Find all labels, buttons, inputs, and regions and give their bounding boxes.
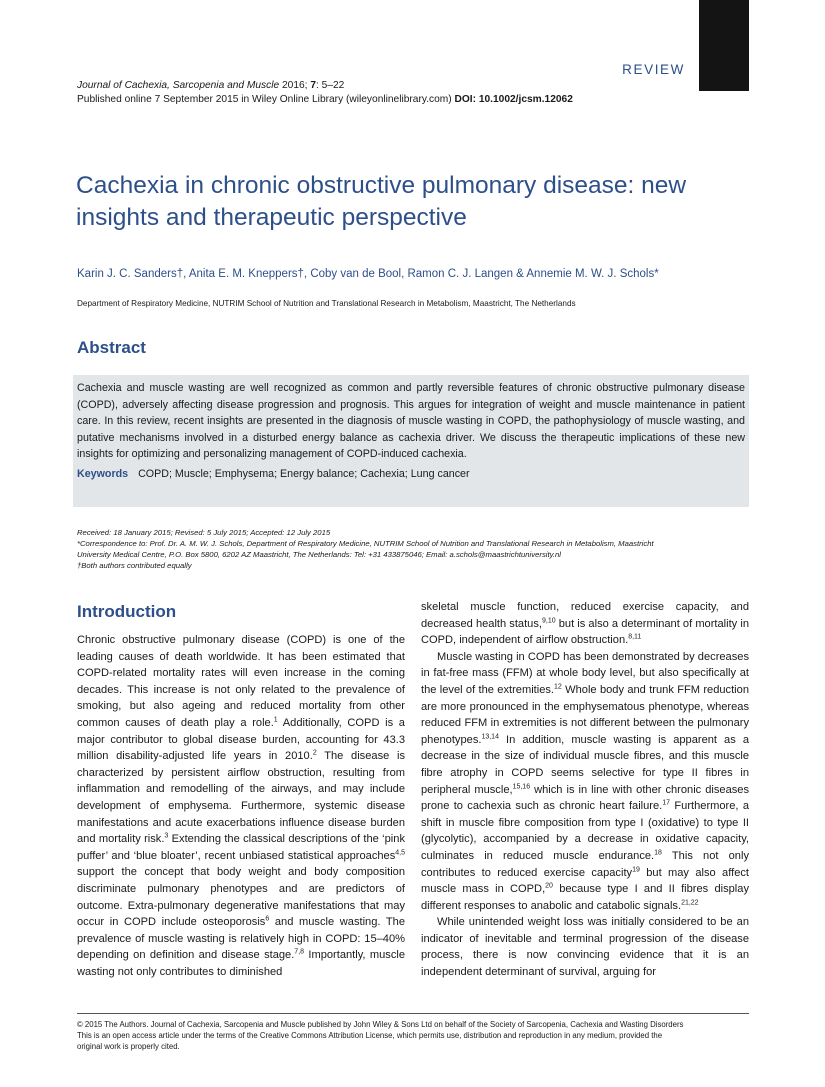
column-left xyxy=(77,632,405,980)
doi[interactable]: DOI: 10.1002/jcsm.12062 xyxy=(454,94,573,105)
abstract-text: Cachexia and muscle wasting are well recognized as common and partly reversible features of chronic obstructive pulmonary disease (COPD), adversely affecting disease progression and prognosis. This argues for integration of weight and muscle maintenance in patient care. In this review, recent insights are presented in the diagnosis of muscle wasting in COPD, the pathophysiology of muscle wasting, and putative mechanisms involved in a disturbed energy balance as cachexia driver. We discuss the therapeutic implications of these new insights for optimizing and personalizing management of COPD-induced cachexia. xyxy=(77,382,745,460)
section-label: REVIEW xyxy=(622,62,685,77)
section-color-tab xyxy=(699,0,749,91)
citation-ref[interactable]: 13,14 xyxy=(481,733,499,741)
keywords-list: COPD; Muscle; Emphysema; Energy balance; Cachexia; Lung cancer xyxy=(138,467,470,480)
correspondence-line-2: University Medical Centre, P.O. Box 5800, 6202 AZ Maastricht, The Netherlands: Tel: +31 433875046; Email: a.schols@maastrichtuniversity.nl xyxy=(77,550,562,559)
keywords-row xyxy=(77,468,745,480)
citation-ref[interactable]: 6 xyxy=(265,915,270,923)
received-dates: Received: 18 January 2015; Revised: 5 July 2015; Accepted: 12 July 2015 xyxy=(77,528,331,537)
citation-ref[interactable]: 7,8 xyxy=(294,948,305,956)
citation-ref[interactable]: 8,11 xyxy=(628,633,642,641)
article-title: Cachexia in chronic obstructive pulmonary disease: new insights and therapeutic perspective xyxy=(76,172,687,231)
citation-ref[interactable]: 2 xyxy=(312,749,317,757)
copyright-footer xyxy=(77,1019,749,1052)
keywords-label: Keywords xyxy=(77,467,129,480)
journal-year: 2016; xyxy=(279,80,311,91)
footer-line-1: © 2015 The Authors. Journal of Cachexia, Sarcopenia and Muscle published by John Wiley & Sons Ltd on behalf of the Society of Sarcopenia, Cachexia and Wasting Disorders xyxy=(77,1020,684,1029)
citation-ref[interactable]: 15,16 xyxy=(512,782,531,790)
intro-paragraph-3: While unintended weight loss was initially considered to be an indicator of inevitable and terminal progression of the disease process, there is now convincing evidence that it is an independent determinant of survival, arguing for xyxy=(421,916,749,979)
article-metadata xyxy=(77,527,749,571)
intro-paragraph-2: Muscle wasting in COPD has been demonstrated by decreases in fat-free mass (FFM) at whole body level, but also specifically at the level of the extremities.$^{12}$ Whole body and trunk FFM reduction are more pronounced in the emphysematous phenotype, whereas reduced FFM in extremities is not different between the pulmonary phenotypes.$^{13,14}$ In addition, muscle wasting is apparent as a decrease in the size of individual muscle fibres, and this muscle fibre atrophy in COPD seems selective for type II fibres in peripheral muscle,$^{15,16}$ which is in line with other chronic diseases prone to cachexia such as chronic heart failure.$^{17}$ Furthermore, a shift in muscle fibre composition from type I (oxidative) to type II (glycolytic), accompanied by a decrease in oxidative capacity, culminates in reduced muscle endurance.$^{18}$ This not only contributes to reduced exercise capacity$^{19}$ but may also affect muscle mass in COPD,$^{20}$ because type I and II fibres display different responses to anabolic and catabolic signals.$^{21,22}$ xyxy=(421,650,750,912)
citation-ref[interactable]: 1 xyxy=(273,716,278,724)
citation-ref[interactable]: 9,10 xyxy=(541,616,556,624)
citation-ref[interactable]: 21,22 xyxy=(681,899,699,906)
author-list: Karin J. C. Sanders†, Anita E. M. Kneppers†, Coby van de Bool, Ramon C. J. Langen & Annemie M. W. J. Schols* xyxy=(77,268,659,280)
citation-ref[interactable]: 20 xyxy=(545,882,553,890)
correspondence-line-1: *Correspondence to: Prof. Dr. A. M. W. J. Schols, Department of Respiratory Medicine, NUTRIM School of Nutrition and Translational Research in Metabolism, Maastricht xyxy=(77,539,654,548)
citation-ref[interactable]: 18 xyxy=(654,849,662,857)
citation-ref[interactable]: 17 xyxy=(662,799,671,807)
journal-citation xyxy=(77,79,573,107)
footer-line-2: This is an open access article under the terms of the Creative Commons Attribution License, which permits use, distribution and reproduction in any medium, provided the xyxy=(77,1031,663,1040)
abstract-heading: Abstract xyxy=(77,338,146,357)
published-line: Published online 7 September 2015 in Wiley Online Library (wileyonlinelibrary.com) xyxy=(77,94,455,105)
column-right xyxy=(421,599,749,981)
equal-contribution-note: †Both authors contributed equally xyxy=(77,561,192,570)
abstract-box xyxy=(73,375,749,507)
citation-ref[interactable]: 4,5 xyxy=(395,849,405,857)
citation-ref[interactable]: 12 xyxy=(554,683,562,691)
intro-paragraph-1: Chronic obstructive pulmonary disease (COPD) is one of the leading causes of death worldwide. It has been estimated that COPD-related mortality rates will even increase in the coming decades. This increase is not only related to the prevalence of smoking, but also ageing and reduced mortality from other common causes of death play a role.$^1$ Additionally, COPD is a major contributor to global disease burden, accounting for 43.3 million disability-adjusted life years in 2010.$^2$ The disease is characterized by persistent airflow obstruction, resulting from inflammation and remodelling of the airways, and may include development of emphysema. Furthermore, systemic disease manifestations and acute exacerbations influence disease burden and mortality risk.$^3$ Extending the classical descriptions of the ‘pink puffer’ and ‘blue bloater’, recent unbiased statistical approaches$^{4,5}$ support the concept that body weight and body composition discriminate pulmonary phenotypes and are predictors of outcome. Extra-pulmonary degenerative manifestations that may occur in COPD include osteoporosis$^6$ and muscle wasting. The prevalence of muscle wasting is relatively high in COPD: 15–40% depending on definition and disease stage.$^{7,8}$ Importantly, muscle wasting not only contributes to diminished xyxy=(77,634,406,978)
citation-ref[interactable]: 19 xyxy=(632,865,640,873)
journal-volume: 7 xyxy=(310,80,316,91)
intro-paragraph-1-continued: skeletal muscle function, reduced exercise capacity, and decreased health status,$^{9,10}$ but is also a determinant of mortality in COPD, independent of airflow obstruction.$^{8,11}$ xyxy=(421,601,749,647)
affiliation: Department of Respiratory Medicine, NUTRIM School of Nutrition and Translational Research in Metabolism, Maastricht, The Netherlands xyxy=(77,299,576,308)
introduction-heading: Introduction xyxy=(77,602,177,621)
journal-name: Journal of Cachexia, Sarcopenia and Muscle xyxy=(77,80,280,91)
citation-ref[interactable]: 3 xyxy=(164,832,169,840)
footer-divider xyxy=(77,1013,749,1014)
footer-line-3: original work is properly cited. xyxy=(77,1042,180,1051)
journal-pages: : 5–22 xyxy=(316,80,345,91)
